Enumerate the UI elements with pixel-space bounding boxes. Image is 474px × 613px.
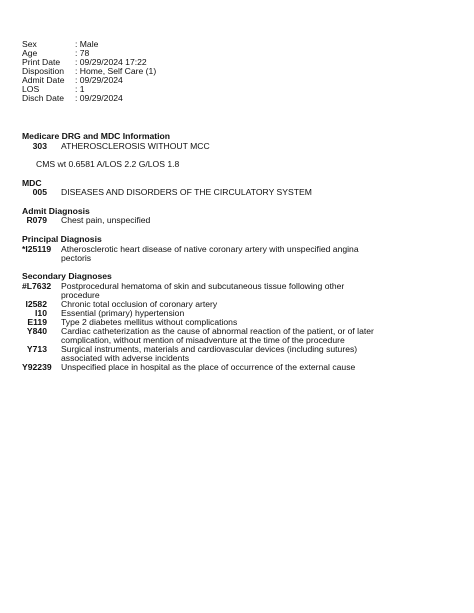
admit-diagnosis-row: [22, 216, 376, 225]
diagnosis-code: E119: [27, 317, 47, 327]
demo-label: Sex: [22, 39, 37, 49]
mdc-description: DISEASES AND DISORDERS OF THE CIRCULATORY SYSTEM: [61, 187, 312, 197]
demo-label: Disposition: [22, 66, 65, 76]
diagnosis-code: Y92239: [22, 362, 52, 372]
drg-code: 303: [32, 141, 47, 151]
demo-label: Admit Date: [22, 75, 65, 85]
demo-row-disch-date: [22, 94, 156, 103]
diagnosis-code: Y840: [26, 326, 47, 336]
diagnosis-code: I10: [35, 308, 47, 318]
diagnosis-description: Surgical instruments, materials and cardiovascular devices (including sutures) associated with adverse incidents: [61, 344, 358, 363]
demographics: [22, 40, 156, 103]
admit-diagnosis-description: Chest pain, unspecified: [61, 215, 151, 225]
demo-value: : Male: [75, 39, 99, 49]
diagnosis-description: Chronic total occlusion of coronary artery: [61, 299, 218, 309]
drg-section-title: Medicare DRG and MDC Information: [22, 131, 171, 141]
list-item: [22, 345, 376, 363]
list-item: [22, 363, 376, 372]
diagnosis-description: Unspecified place in hospital as the place of occurrence of the external cause: [61, 362, 356, 372]
drg-row: [22, 142, 376, 151]
diagnosis-description: Cardiac catheterization as the cause of abnormal reaction of the patient, or of later complication, without mention of misadventure at the time of the procedure: [61, 326, 374, 345]
admit-diagnosis-title: Admit Diagnosis: [22, 206, 90, 216]
admit-diagnosis-code: R079: [26, 215, 47, 225]
drg-description: ATHEROSCLEROSIS WITHOUT MCC: [61, 141, 210, 151]
mdc-section-title: MDC: [22, 178, 42, 188]
demo-label: Disch Date: [22, 93, 65, 103]
principal-diagnosis-row: [22, 245, 376, 263]
secondary-diagnoses-list: [22, 282, 376, 372]
demo-value: : 09/29/2024: [75, 75, 123, 85]
diagnosis-code: #L7632: [22, 281, 52, 291]
diagnosis-description: Postprocedural hematoma of skin and subcutaneous tissue following other procedure: [61, 281, 345, 300]
diagnosis-description: Essential (primary) hypertension: [61, 308, 185, 318]
demo-label: Print Date: [22, 57, 61, 67]
principal-diagnosis-code: *I25119: [22, 244, 52, 254]
diagnosis-code: Y713: [26, 344, 47, 354]
drg-cms-weights: CMS wt 0.6581 A/LOS 2.2 G/LOS 1.8: [36, 159, 180, 169]
demo-row-sex: [22, 40, 156, 49]
secondary-diagnoses-title: Secondary Diagnoses: [22, 271, 112, 281]
diagnosis-description: Type 2 diabetes mellitus without complications: [61, 317, 238, 327]
demo-value: : 09/29/2024: [75, 93, 123, 103]
demo-value: : 78: [75, 48, 90, 58]
diagnosis-code: I2582: [25, 299, 47, 309]
demo-value: : Home, Self Care (1): [75, 66, 157, 76]
mdc-row: [22, 188, 376, 197]
demo-row-admit-date: [22, 76, 156, 85]
list-item: [22, 282, 376, 300]
demo-label: LOS: [22, 84, 40, 94]
demo-value: : 1: [75, 84, 85, 94]
list-item: [22, 327, 376, 345]
principal-diagnosis-description: Atherosclerotic heart disease of native coronary artery with unspecified angina pectoris: [61, 244, 359, 263]
principal-diagnosis-title: Principal Diagnosis: [22, 234, 102, 244]
mdc-code: 005: [32, 187, 47, 197]
demo-label: Age: [22, 48, 38, 58]
demo-value: : 09/29/2024 17:22: [75, 57, 147, 67]
